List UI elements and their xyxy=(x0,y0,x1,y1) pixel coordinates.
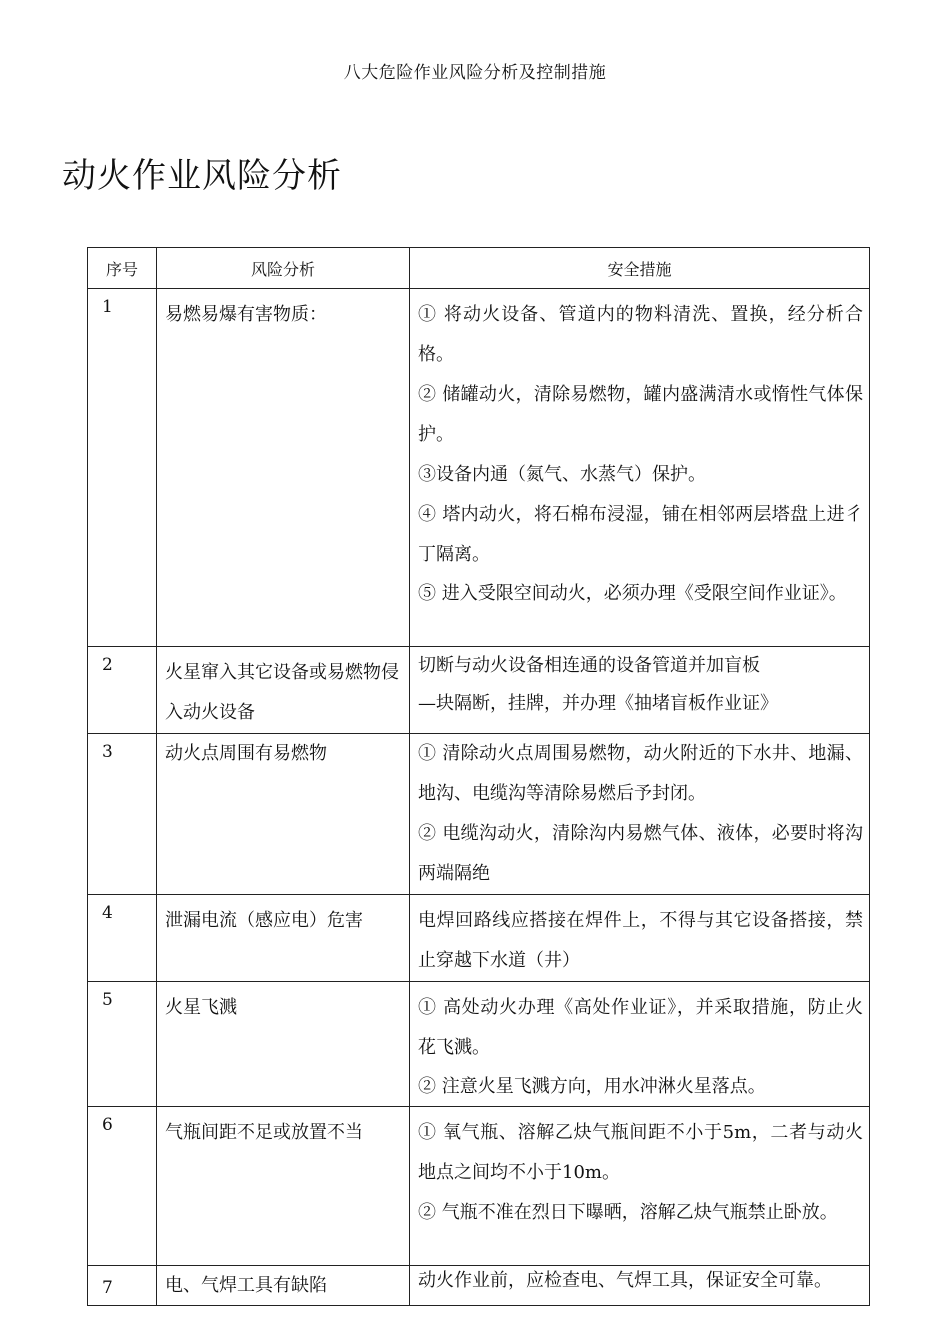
measure-item: 动火作业前，应检查电、气焊工具，保证安全可靠。 xyxy=(418,1270,832,1291)
row-number-cell xyxy=(88,289,157,647)
risk-text: 电、气焊工具有缺陷 xyxy=(165,1275,327,1296)
table-row xyxy=(88,647,870,734)
row-number: 2 xyxy=(102,655,113,675)
table-row xyxy=(88,1107,870,1266)
risk-text: 气瓶间距不足或放置不当 xyxy=(165,1122,363,1143)
risk-text: 动火点周围有易燃物 xyxy=(165,743,327,764)
row-number: 1 xyxy=(102,297,113,317)
row-number-cell xyxy=(88,1266,157,1306)
measure-item: ① 将动火设备、管道内的物料清洗、置换，经分析合格。 xyxy=(418,304,863,365)
risk-cell xyxy=(157,1107,410,1266)
measure-item: ③设备内通（氮气、水蒸气）保护。 xyxy=(418,464,706,485)
risk-text: 火星窜入其它设备或易燃物侵入动火设备 xyxy=(165,662,399,723)
header-risk: 风险分析 xyxy=(157,248,410,289)
measures-cell xyxy=(410,895,870,982)
measure-item: ② 电缆沟动火，清除沟内易燃气体、液体，必要时将沟两端隔绝 xyxy=(418,823,863,884)
risk-cell xyxy=(157,1266,410,1306)
measures-cell xyxy=(410,1107,870,1266)
header-no: 序号 xyxy=(88,248,157,289)
row-number-cell xyxy=(88,647,157,734)
measure-item: 切断与动火设备相连通的设备管道并加盲板 xyxy=(418,655,760,676)
measures-cell xyxy=(410,647,870,734)
risk-text: 火星飞溅 xyxy=(165,997,237,1018)
risk-text: 易燃易爆有害物质： xyxy=(165,304,327,325)
measure-item: ② 气瓶不准在烈日下曝晒，溶解乙炔气瓶禁止卧放。 xyxy=(418,1202,838,1223)
risk-analysis-table xyxy=(87,247,870,1306)
table-row xyxy=(88,289,870,647)
measures-cell xyxy=(410,982,870,1107)
row-number: 7 xyxy=(102,1278,113,1298)
row-number: 3 xyxy=(102,742,113,762)
risk-text: 泄漏电流（感应电）危害 xyxy=(165,910,363,931)
table-row xyxy=(88,734,870,895)
measure-item: 电焊回路线应搭接在焊件上，不得与其它设备搭接，禁止穿越下水道（井） xyxy=(418,910,863,971)
measure-item: —块隔断，挂牌，并办理《抽堵盲板作业证》 xyxy=(418,693,778,714)
header-measures: 安全措施 xyxy=(410,248,870,289)
measure-item: ④ 塔内动火，将石棉布浸湿，铺在相邻两层塔盘上进彳丁隔离。 xyxy=(418,504,863,565)
row-number-cell xyxy=(88,895,157,982)
measure-item: ⑤ 进入受限空间动火，必须办理《受限空间作业证》。 xyxy=(418,583,847,604)
measure-item: ① 清除动火点周围易燃物，动火附近的下水井、地漏、地沟、电缆沟等清除易燃后予封闭。 xyxy=(418,743,863,804)
table-row xyxy=(88,982,870,1107)
table-row xyxy=(88,895,870,982)
row-number-cell xyxy=(88,1107,157,1266)
risk-cell xyxy=(157,895,410,982)
table-header-row xyxy=(88,248,870,289)
risk-cell xyxy=(157,734,410,895)
measures-cell xyxy=(410,289,870,647)
row-number-cell xyxy=(88,734,157,895)
measure-item: ② 注意火星飞溅方向，用水冲淋火星落点。 xyxy=(418,1076,766,1097)
measures-cell xyxy=(410,734,870,895)
measures-cell xyxy=(410,1266,870,1306)
risk-cell xyxy=(157,982,410,1107)
section-title: 动火作业风险分析 xyxy=(62,156,342,196)
table-row xyxy=(88,1266,870,1306)
row-number: 5 xyxy=(102,990,113,1010)
measure-item: ② 储罐动火，清除易燃物，罐内盛满清水或惰性气体保护。 xyxy=(418,384,863,445)
row-number-cell xyxy=(88,982,157,1107)
measure-item: ① 高处动火办理《高处作业证》，并采取措施，防止火花飞溅。 xyxy=(418,997,863,1058)
risk-cell xyxy=(157,289,410,647)
risk-cell xyxy=(157,647,410,734)
running-title: 八大危险作业风险分析及控制措施 xyxy=(343,63,607,83)
measure-item: ① 氧气瓶、溶解乙炔气瓶间距不小于5m，二者与动火地点之间均不小于10m。 xyxy=(418,1122,863,1183)
row-number: 4 xyxy=(102,903,113,923)
row-number: 6 xyxy=(102,1115,113,1135)
